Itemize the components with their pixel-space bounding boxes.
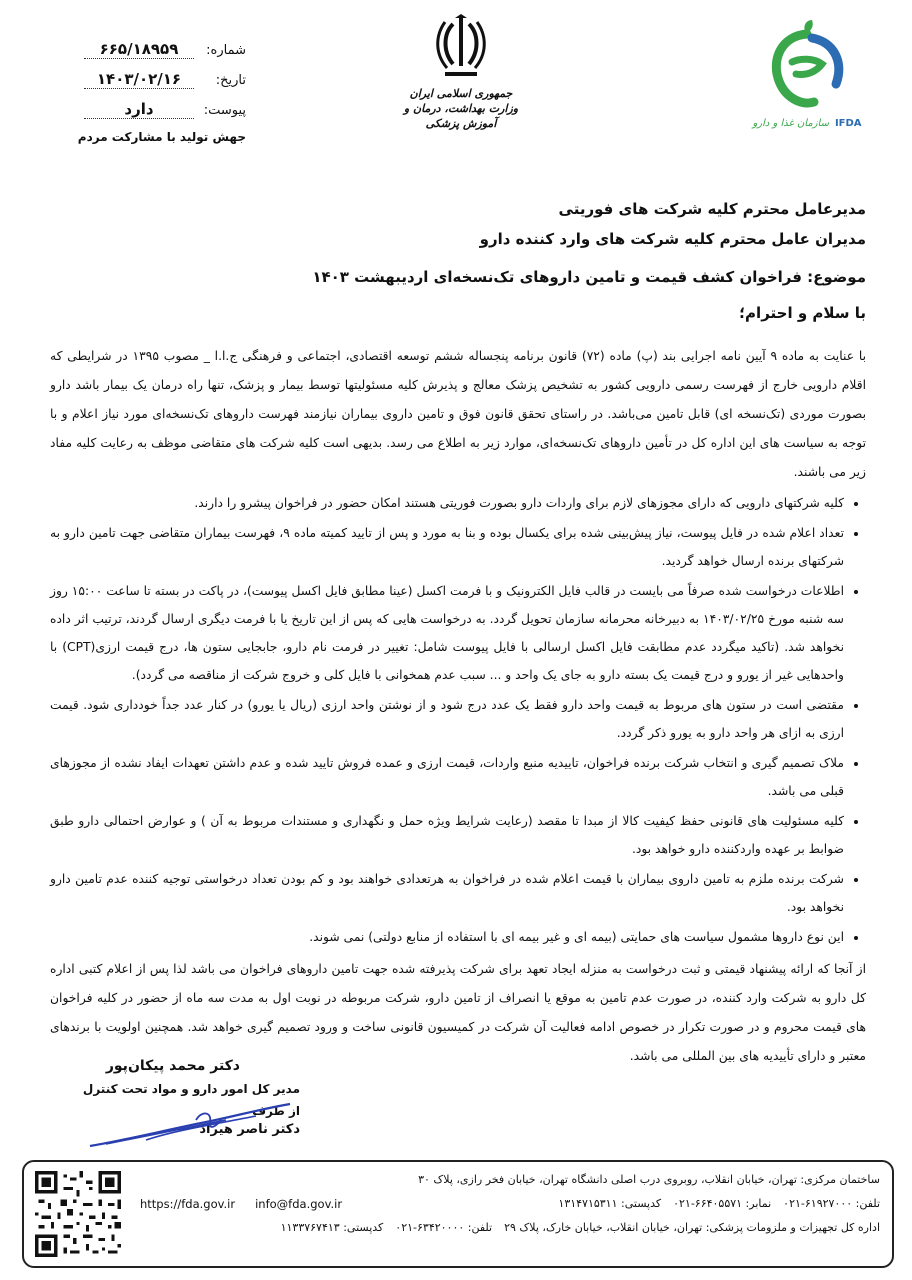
- conditions-list: [50, 489, 866, 951]
- letter-meta: [46, 40, 246, 144]
- logo-caption: سازمان غذا و دارو: [752, 118, 829, 129]
- recipient-1: مدیرعامل محترم کلیه شرکت های فوریتی: [558, 200, 866, 218]
- emblem-line-1: جمهوری اسلامی ایران: [409, 87, 513, 100]
- attachment-label: پیوست:: [203, 103, 246, 118]
- list-item: • تعداد اعلام شده در فایل پیوست، نیاز پیش‌بینی شده برای یکسال بوده و بنا به مورد و پس از تایید کمیته ماده ۹، فهرست بیماران متقاضی جهت تامین دارو به شرکتهای برنده ارسال خواهد گردید.: [50, 519, 844, 575]
- slogan: جهش تولید با مشارکت مردم: [77, 130, 246, 144]
- list-item: • کلیه شرکتهای دارویی که دارای مجوزهای لازم برای واردات دارو بصورت فوریتی هستند امکان حضور در فراخوان پیشرو را دارند.: [50, 489, 844, 517]
- list-item: • شرکت برنده ملزم به تامین داروی بیماران با قیمت اعلام شده در فراخوان به هرتعدادی خواهند بود و کم بودن تعداد درخواستی توجیه کننده عدم تامین دارو نخواهد بود.: [50, 865, 844, 921]
- ifda-logo: [742, 18, 872, 129]
- date-value: ۱۴۰۳/۰۲/۱۶: [84, 70, 194, 89]
- number-label: شماره:: [206, 43, 246, 58]
- intro-paragraph: با عنایت به ماده ۹ آیین نامه اجرایی بند (پ) ماده (۷۲) قانون برنامه پنجساله ششم توسعه اقتصادی، اجتماعی و فرهنگی ج.ا.ا _ مصوب ۱۳۹۵ در شرایطی که اقلام دارویی خارج از فهرست رسمی دارویی کشور به تشخیص پزشک معالج و پذیرش کلیه مسئولیتها توسط بیمار و پزشک، تنها راه درمان یک بیمار باشد دارو بصورت موردی (تک‌نسخه ای) قابل تامین می‌باشد. در راستای تحقق قانون فوق و تامین داروی بیماران نیازمند فهرست داروهای تک‌نسخه‌ای مورد نیاز اعلام و با توجه به سیاست های این اداره کل در تأمین داروهای تک‌نسخه‌ای، موارد زیر به اطلاع می رسد. بدیهی است کلیه شرکت های متقاضی موظف به رعایت کلیه مفاد زیر می باشند.: [50, 349, 866, 479]
- letter-body: [50, 200, 866, 1071]
- qr-code-icon: [32, 1168, 124, 1260]
- attachment-row: [46, 100, 246, 119]
- hq-postal: کدپستی: ۱۳۱۴۷۱۵۳۱۱: [558, 1197, 662, 1210]
- hq-phone: تلفن: ۶۱۹۲۷۰۰۰-۰۲۱: [783, 1197, 880, 1210]
- footer-contact-info: [140, 1168, 880, 1240]
- number-value: ۶۶۵/۱۸۹۵۹: [84, 40, 194, 59]
- emblem-line-2: وزارت بهداشت، درمان و آموزش پزشکی: [403, 102, 519, 130]
- closing-paragraph: از آنجا که ارائه پیشنهاد قیمتی و ثبت درخواست به منزله ایجاد تعهد برای شرکت پذیرفته شده جهت تامین داروهای فراخوان می باشد لذا پس از اعلام کتبی اداره کل دارو به شرکت وارد کننده، در صورت عدم تامین به موقع یا انصراف از تامین دارو، شرکت مربوطه در نوبت اول به مدت سه ماه از حضور در کلیه فراخوان های قیمت محروم و در صورت تکرار در خصوص ادامه فعالیت آن شرکت در کمیسیون قانونی ساخت و ورود تصمیم گیری خواهد شد. همچنین اولویت با برندهای معتبر و دارای تأییدیه های بین المللی می باشد.: [50, 962, 866, 1063]
- date-label: تاریخ:: [215, 73, 246, 88]
- handwritten-signature: [86, 1100, 296, 1152]
- list-item: • این نوع داروها مشمول سیاست های حمایتی (بیمه ای و غیر بیمه ای با استفاده از منابع دولتی) نمی شوند.: [50, 923, 844, 951]
- list-item: • ملاک تصمیم گیری و انتخاب شرکت برنده فراخوان، تاییدیه منبع واردات، قیمت ارزی و عمده فروش تایید شده و عدم داشتن تعهدات ایفاد نشده از مجوزهای قبلی می باشد.: [50, 749, 844, 805]
- deputy-name: دکتر ناصر هیراد: [199, 1122, 300, 1137]
- on-behalf-label: از طرف: [252, 1104, 300, 1118]
- list-item: • مقتضی است در ستون های مربوط به قیمت واحد دارو فقط یک عدد درج شود و از نوشتن واحد ارزی (ریال یا یورو) در کنار عدد جداً خودداری شود. قیمت ارزی به ازای هر واحد دارو به یورو ذکر گردد.: [50, 691, 844, 747]
- devices-address: اداره کل تجهیزات و ملزومات پزشکی: تهران، خیابان انقلاب، خیابان خارک، پلاک ۲۹: [504, 1221, 880, 1234]
- ifda-logo-icon: [762, 18, 852, 118]
- number-row: [46, 40, 246, 59]
- emblem-block: [386, 14, 536, 131]
- letter-subject: موضوع: فراخوان کشف قیمت و تامین داروهای تک‌نسخه‌ای اردیبهشت ۱۴۰۳: [312, 268, 866, 286]
- devices-postal: کدپستی: ۱۱۳۳۷۶۷۴۱۳: [280, 1221, 384, 1234]
- signer-title: مدیر کل امور دارو و مواد تحت کنترل: [82, 1082, 300, 1096]
- list-item: • کلیه مسئولیت های قانونی حفظ کیفیت کالا از مبدا تا مقصد (رعایت شرایط ویژه حمل و نگهداری و مستندات مربوط به آن ) و عوارض احتمالی دارو طبق ضوابط بر عهده واردکننده دارو خواهد بود.: [50, 807, 844, 863]
- web-links: [140, 1192, 546, 1216]
- hq-contact-row: [140, 1192, 880, 1216]
- logo-abbr: IFDA: [834, 118, 862, 129]
- date-row: [46, 70, 246, 89]
- recipient-2: مدیران عامل محترم کلیه شرکت های وارد کننده دارو: [479, 230, 866, 248]
- devices-row: [140, 1216, 880, 1240]
- attachment-value: دارد: [84, 100, 194, 119]
- iran-emblem-icon: [433, 14, 489, 82]
- signer-name: دکتر محمد پیکان‌پور: [105, 1058, 240, 1074]
- footer-box: [22, 1160, 894, 1268]
- website-link[interactable]: https://fda.gov.ir: [140, 1197, 236, 1211]
- devices-phone: تلفن: ۶۳۴۲۰۰۰۰-۰۲۱: [395, 1221, 493, 1234]
- email-link[interactable]: info@fda.gov.ir: [255, 1197, 343, 1211]
- hq-fax: نمابر: ۶۶۴۰۵۵۷۱-۰۲۱: [673, 1197, 772, 1210]
- list-item: • اطلاعات درخواست شده صرفاً می بایست در قالب فایل الکترونیک و با فرمت اکسل (عینا مطابق فایل اکسل پیوست)، در پاکت در بسته تا ساعت ۱۵:۰۰ روز سه شنبه مورخ ۱۴۰۳/۰۲/۲۵ به دبیرخانه محرمانه سازمان تحویل گردد. به درخواست هایی که پس از این تاریخ یا با فرمت دیگری ارسال گردند، ترتیب اثر داده نخواهد شد. (تاکید میگردد عدم مطابقت فایل اکسل ارسالی با فایل پیوست شامل: تغییر در فرمت نام دارو، جابجایی ستون ها، درج قیمت ارزی(CPT) با واحدهایی غیر از یورو و درج قیمت یک بسته دارو به جای یک واحد و ... سبب عدم همخوانی با فایل کلی و خروج شرکت از مناقصه می گردد).: [50, 577, 844, 689]
- hq-address: ساختمان مرکزی: تهران، خیابان انقلاب، روبروی درب اصلی دانشگاه تهران، خیابان فخر رازی، پلاک ۳۰: [418, 1173, 880, 1186]
- greeting: با سلام و احترام؛: [739, 304, 866, 322]
